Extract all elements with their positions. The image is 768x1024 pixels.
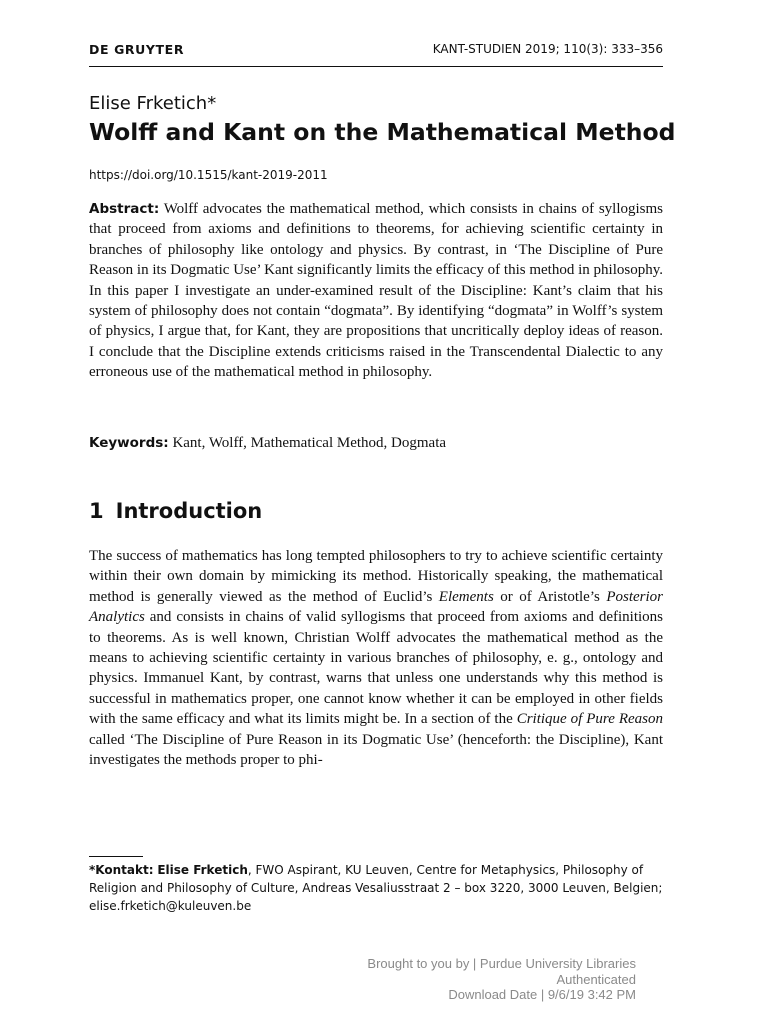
download-line-date: Download Date | 9/6/19 3:42 PM (448, 987, 636, 1002)
download-line-provider: Brought to you by | Purdue University Libraries (367, 956, 636, 971)
download-line-auth: Authenticated (556, 971, 636, 987)
publisher-name: DE GRUYTER (89, 42, 185, 57)
running-header (89, 40, 663, 67)
download-stamp (367, 956, 636, 1003)
intro-paragraph (89, 546, 663, 770)
keywords-label: Keywords: (89, 435, 169, 451)
article-title: Wolff and Kant on the Mathematical Method (89, 118, 676, 146)
footnote-divider (89, 856, 143, 857)
keywords (89, 433, 663, 453)
doi-link[interactable]: https://doi.org/10.1515/kant-2019-2011 (89, 168, 328, 182)
work-title-posterior-analytics: Posterior Analytics (89, 588, 663, 626)
keywords-text: Kant, Wolff, Mathematical Method, Dogmata (172, 435, 447, 451)
author-footnote (89, 861, 663, 915)
intro-text-2: or of Aristotle’s (493, 588, 607, 605)
section-heading (89, 499, 262, 523)
section-title: Introduction (115, 499, 263, 523)
abstract-label: Abstract: (89, 201, 160, 217)
section-number: 1 (89, 499, 104, 523)
intro-text-3: and consists in chains of valid syllogisms that proceed from axioms and definitions to theorems. As is well known, Christian Wolff advocates the mathematical method as the means to achieving scientific certainty in various branches of philosophy, e. g., ontology and physics. Immanuel Kant, by contrast, warns that unless one understands why this method is successful in mathematics proper, one cannot know whether it can be employed in other fields with the same efficacy and what its limits might be. In a section of the (89, 609, 663, 728)
footnote-text: , FWO Aspirant, KU Leuven, Centre for Metaphysics, Philosophy of Religion and Philosophy of Culture, Andreas Vesaliusstraat 2 – box 3220, 3000 Leuven, Belgien; elise.frketich@kuleuven.be (89, 863, 663, 913)
footnote-author: Elise Frketich (157, 863, 248, 877)
journal-citation: KANT-STUDIEN 2019; 110(3): 333–356 (432, 42, 663, 56)
abstract-text: Wolff advocates the mathematical method, which consists in chains of syllogisms that proceed from axioms and definitions to theorems, for achieving scientific certainty in branches of philosophy like ontology and physics. By contrast, in ‘The Discipline of Pure Reason in its Dogmatic Use’ Kant significantly limits the efficacy of this method in philosophy. In this paper I investigate an under-examined result of the Discipline: Kant’s claim that his system of philosophy does not contain “dogmata”. By identifying “dogmata” in Wolff’s system of physics, I argue that, for Kant, they are propositions that uncritically deploy ideas of reason. I conclude that the Discipline extends criticisms raised in the Transcendental Dialectic to any erroneous use of the mathematical method in philosophy. (89, 201, 664, 381)
author-name: Elise Frketich* (89, 93, 217, 114)
work-title-critique: Critique of Pure Reason (516, 711, 663, 728)
abstract (89, 199, 663, 383)
intro-text-4: called ‘The Discipline of Pure Reason in its Dogmatic Use’ (henceforth: the Discipline), Kant investigates the methods proper to phi- (89, 731, 663, 769)
work-title-elements: Elements (438, 588, 494, 605)
intro-text-1: The success of mathematics has long tempted philosophers to try to achieve scientific certainty within their own domain by mimicking its method. Historically speaking, the mathematical method is generally viewed as the method of Euclid’s (89, 548, 663, 605)
footnote-label: *Kontakt: (89, 863, 154, 877)
